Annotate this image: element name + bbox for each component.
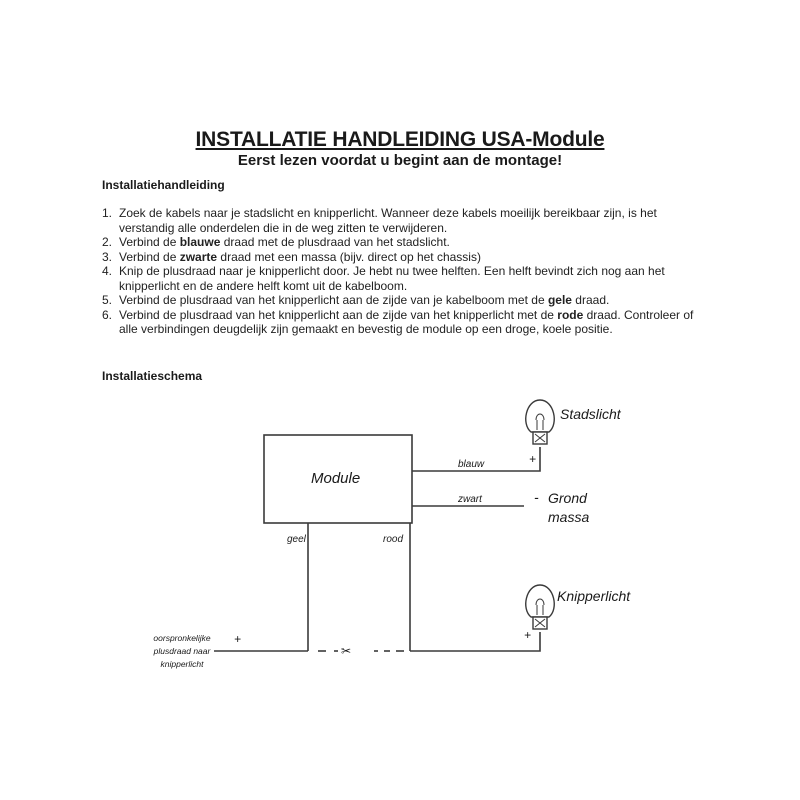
ground-label-line1: Grond: [548, 490, 587, 506]
step-text: Knip de plusdraad naar je knipperlicht door. Je hebt nu twee helften. Een helft bevindt zich nog aan het knipperlicht en de andere helft komt uit de kabelboom.: [119, 264, 665, 293]
source-plus: +: [234, 632, 242, 646]
page-title: INSTALLATIE HANDLEIDING USA-Module: [195, 128, 605, 151]
stadslicht-plus: +: [529, 452, 537, 466]
step-text: draad. Controleer of alle verbindingen deugdelijk zijn gemaakt en bevestig de module op een droge, koele positie.: [119, 307, 694, 336]
wire-label-blauw: blauw: [458, 459, 485, 470]
wire-knipperlicht: [410, 632, 540, 651]
step-text-emphasis: gele: [547, 293, 572, 307]
step-text: Verbind de: [119, 235, 180, 249]
step-number: 1.: [102, 206, 113, 220]
light-bulb-icon: [526, 585, 554, 629]
step-text: Verbind de plusdraad van het knipperlicht aan de zijde van je kabelboom met de: [119, 293, 548, 307]
wire-label-zwart: zwart: [458, 494, 482, 505]
knipperlicht-label: Knipperlicht: [557, 588, 631, 604]
knipperlicht-plus: +: [524, 628, 532, 642]
source-label-line2: plusdraad naar: [153, 646, 211, 656]
step-text: draad.: [571, 293, 610, 307]
step-text-emphasis: zwarte: [179, 249, 218, 264]
stadslicht-label: Stadslicht: [560, 406, 621, 422]
page-subtitle: Eerst lezen voordat u begint aan de montage!: [237, 152, 563, 169]
step-text: Verbind de plusdraad van het knipperlicht aan de zijde van het knipperlicht met de: [119, 307, 558, 322]
source-label-line3: knipperlicht: [160, 659, 204, 669]
step-number: 3.: [102, 249, 113, 264]
wire-label-rood: rood: [383, 534, 404, 545]
module-label: Module: [311, 470, 361, 487]
step-text: draad met de plusdraad van het stadslicht.: [220, 235, 450, 249]
step-number: 5.: [102, 293, 113, 307]
step-text: Zoek de kabels naar je stadslicht en knipperlicht. Wanneer deze kabels moeilijk bereikbaar zijn, is het verstandig alle onderdelen die in de weg zitten te verwijderen.: [119, 206, 657, 235]
step-text-emphasis: blauwe: [179, 235, 221, 249]
source-label-line1: oorspronkelijke: [153, 633, 211, 643]
light-bulb-icon: [526, 400, 554, 444]
step-text: draad met een massa (bijv. direct op het chassis): [217, 249, 481, 264]
step-number: 2.: [102, 235, 113, 249]
step-number: 6.: [102, 307, 113, 322]
section-heading-installatieschema: Installatieschema: [102, 369, 203, 383]
step-text-emphasis: rode: [557, 307, 584, 322]
ground-minus: -: [534, 489, 539, 505]
wire-label-geel: geel: [287, 534, 306, 545]
scissors-icon: ✂: [341, 644, 352, 658]
section-heading-installatiehandleiding: Installatiehandleiding: [102, 178, 225, 192]
ground-label-line2: massa: [548, 509, 590, 525]
step-text: Verbind de: [119, 249, 180, 264]
step-number: 4.: [102, 264, 113, 278]
